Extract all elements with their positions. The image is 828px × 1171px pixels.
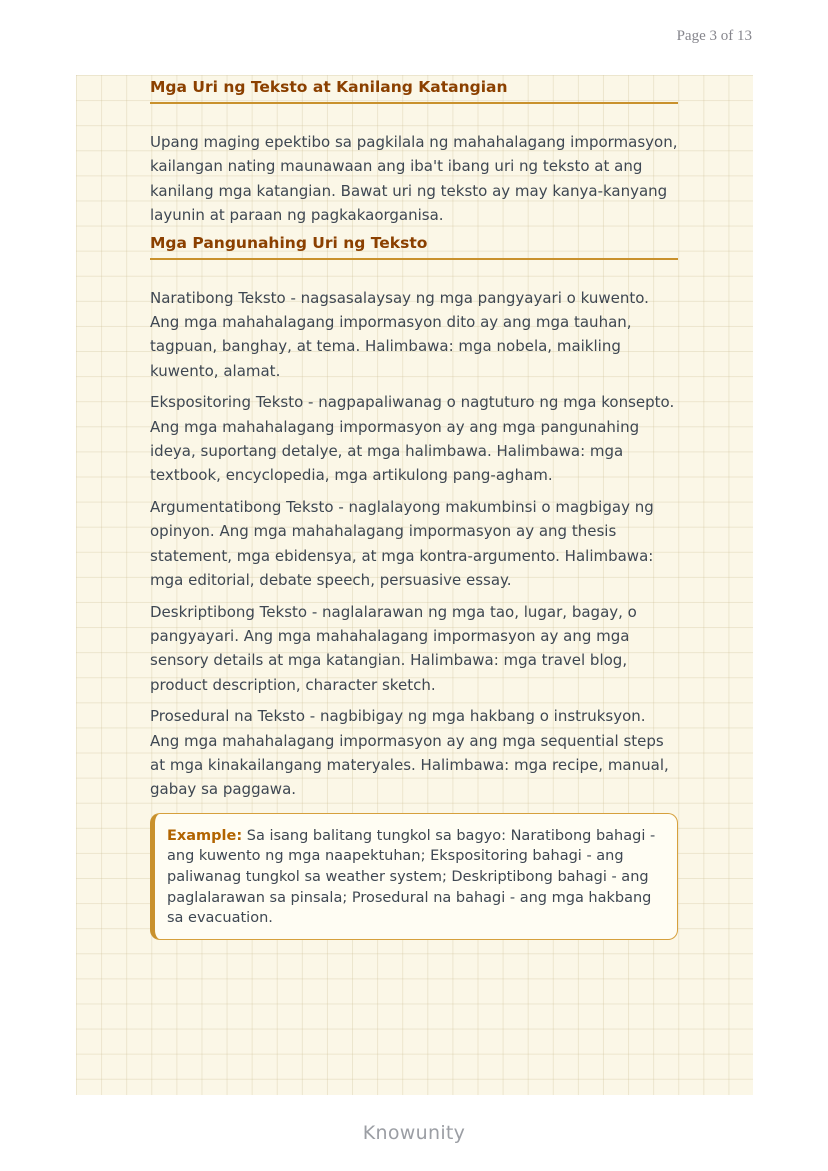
example-body: Sa isang balitang tungkol sa bagyo: Naratibong bahagi - ang kuwento ng mga naapektuhan; Ekspositoring bahagi - ang paliwanag tungkol sa weather system; Deskriptibong bahagi - ang paglalarawan sa pinsala; Prosedural na bahagi - ang mga hakbang sa evacuation.	[167, 827, 656, 927]
paragraph-argumentatibong-teksto: Argumentatibong Teksto - naglalayong makumbinsi o magbigay ng opinyon. Ang mga mahahalagang impormasyon ay ang thesis statement, mga ebidensya, at mga kontra-argumento. Halimbawa: mga editorial, debate speech, persuasive essay.	[150, 497, 654, 590]
page-indicator: Page 3 of 13	[676, 28, 752, 44]
paragraph-naratibong-teksto: Naratibong Teksto - nagsasalaysay ng mga pangyayari o kuwento. Ang mga mahahalagang impormasyon dito ay ang mga tauhan, tagpuan, banghay, at tema. Halimbawa: mga nobela, maikling kuwento, alamat.	[150, 288, 649, 380]
paragraph-deskriptibong-teksto: Deskriptibong Teksto - naglalarawan ng mga tao, lugar, bagay, o pangyayari. Ang mga mahahalagang impormasyon ay ang mga sensory details at mga katangian. Halimbawa: mga travel blog, product description, character sketch.	[150, 602, 637, 694]
example-box	[150, 813, 678, 940]
paragraph-ekspositoring-teksto: Ekspositoring Teksto - nagpapaliwanag o nagtuturo ng mga konsepto. Ang mga mahahalagang impormasyon ay ang mga pangunahing ideya, suportang detalye, at mga halimbawa. Halimbawa: mga textbook, encyclopedia, mga artikulong pang-agham.	[150, 393, 675, 485]
worksheet-paper	[76, 75, 753, 1095]
brand-knowunity: Knowunity	[362, 1122, 466, 1144]
example-label: Example:	[167, 827, 243, 844]
section-heading-pangunahing-uri: Mga Pangunahing Uri ng Teksto	[150, 235, 678, 260]
paragraph-prosedural-na-teksto: Prosedural na Teksto - nagbibigay ng mga hakbang o instruksyon. Ang mga mahahalagang impormasyon ay ang mga sequential steps at mga kinakailangang materyales. Halimbawa: mga recipe, manual, gabay sa paggawa.	[150, 707, 669, 799]
worksheet-content	[76, 75, 753, 940]
section-heading-uri-ng-teksto: Mga Uri ng Teksto at Kanilang Katangian	[150, 79, 678, 104]
intro-paragraph: Upang maging epektibo sa pagkilala ng mahahalagang impormasyon, kailangan nating maunawaan ang iba't ibang uri ng teksto at ang kanilang mga katangian. Bawat uri ng teksto ay may kanya-kanyang layunin at paraan ng pagkakaorganisa.	[150, 133, 678, 225]
example-text	[167, 826, 663, 929]
footer	[0, 1122, 828, 1144]
